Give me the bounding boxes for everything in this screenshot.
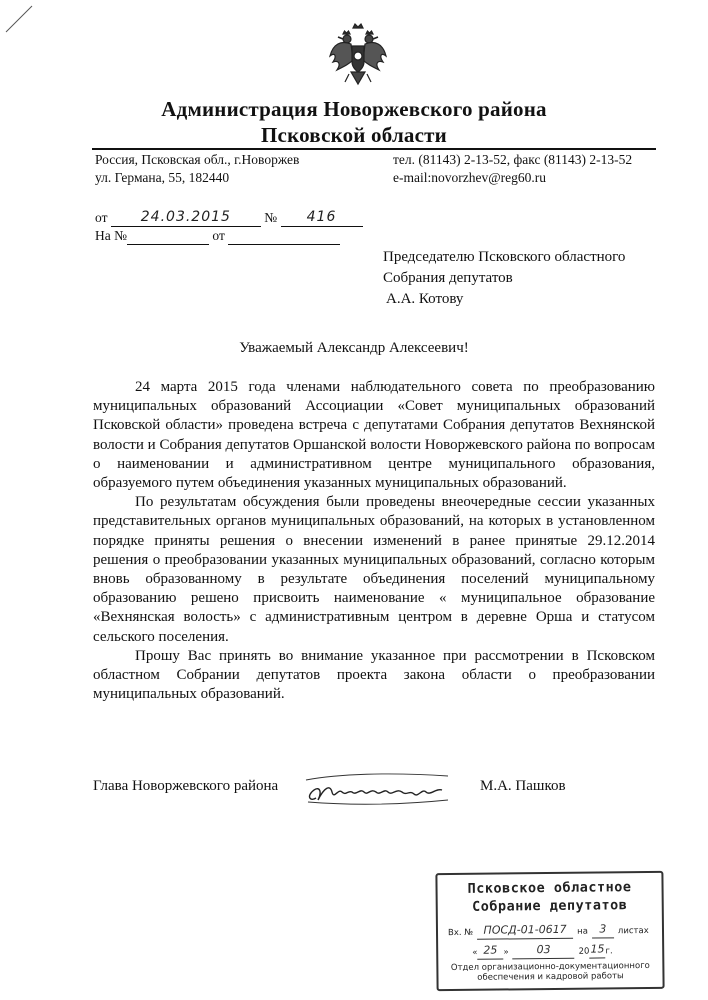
handwritten-signature [298,762,468,812]
stamp-number-row [448,919,649,940]
reply-registration [95,227,340,245]
reply-number-label: На № [95,228,127,243]
stamp-date-row: « 25 » 03 2015г. [472,939,613,959]
header-divider [92,148,656,150]
stamp-year-field [589,939,605,958]
from-label: от [95,210,108,225]
stamp-month: 03 [536,942,551,957]
stamp-year-label: г. [605,946,613,957]
date-field [111,208,261,227]
outgoing-date: 24.03.2015 [140,209,231,225]
reply-date-field [228,230,340,245]
stamp-title-1: Псковское областное [467,879,632,897]
stamp-sheets-field [592,919,614,938]
salutation: Уважаемый Александр Алексеевич! [239,340,469,356]
postal-address [95,151,299,187]
stamp-sheets-label: листах [617,925,649,937]
addressee [383,247,625,310]
stamp-sheets: 3 [599,922,607,936]
stamp-year-prefix: 20 [578,946,590,957]
stamp-department [438,961,662,983]
stamp-in-label: Вх. № [447,927,474,939]
number-field [281,208,363,227]
addressee-line-2: Собрания депутатов [383,270,513,286]
signatory-name: М.А. Пашков [480,778,566,794]
org-region: Псковской области [261,123,447,147]
letter-body [93,378,655,704]
coat-of-arms-icon [327,22,389,92]
corner-mark [2,4,34,34]
paragraph: Прошу Вас принять во внимание указанное при рассмотрении в Псковском областном Собрании депутатов проекта закона области о преобразовании муниципальных образований. [93,647,655,703]
stamp-in-number: ПОСД-01-0617 [483,922,567,937]
stamp-number-field [477,920,573,940]
email: e-mail:novorzhev@reg60.ru [393,170,547,185]
phone-fax: тел. (81143) 2-13-52, факс (81143) 2-13-52 [393,152,633,167]
incoming-stamp [435,871,664,991]
stamp-dept-line-1: Отдел организационно-документационного [450,960,650,974]
number-label: № [264,210,278,225]
stamp-day-field [477,940,503,959]
addressee-line-1: Председателю Псковского областного [383,249,626,265]
paragraph: По результатам обсуждения были проведены внеочередные сессии указанных представительных органов муниципальных образований, на которых в установленном порядке приняты решения о внесении изменений в ранее принятые 29.12.2014 решения о преобразовании указанных муниципальных образований, согласно которым вновь образованному в результате объединения поселений муниципальному образованию решено присвоить наименование « муниципальное образование «Вехнянская волость» с административным центром в деревне Орша и статусом сельского поселения. [93,494,655,645]
stamp-title-2: Собрание депутатов [472,897,628,915]
reply-number-field [127,230,209,245]
contacts [393,151,632,187]
stamp-year: 15 [590,942,605,956]
stamp-on-label: на [577,926,588,937]
address-line-1: Россия, Псковская обл., г.Новоржев [95,152,300,167]
addressee-line-3: А.А. Котову [386,291,464,307]
stamp-day: 25 [483,943,498,957]
paragraph: 24 марта 2015 года членами наблюдательного совета по преобразованию муниципальных образований Ассоциации «Совет муниципальных образований Псковской области» проведена встреча с депутатами Собрания депутатов Вехнянской волости и Собрания депутатов Оршанской волости Новоржевского района по вопросам о наименовании и административном центре муниципального образования, образуемого путем объединения указанных муниципальных образований. [93,379,655,492]
org-name: Администрация Новоржевского района [161,97,547,121]
outgoing-number: 416 [306,209,337,225]
stamp-dept-line-2: обеспечения и кадровой работы [477,971,624,983]
stamp-month-field [513,940,575,960]
signatory-position: Глава Новоржевского района [93,778,279,794]
outgoing-registration [95,208,363,227]
org-title [0,96,708,148]
address-line-2: ул. Германа, 55, 182440 [95,170,230,185]
reply-from-label: от [212,228,225,243]
